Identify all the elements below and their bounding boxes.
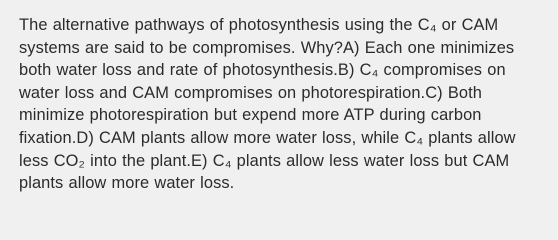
question-text: The alternative pathways of photosynthesis using the C₄ or CAM systems are said to be compromises. Why?A) Each one minimizes both water loss and rate of photosynthesis.B) C₄ compromises on water loss and CAM compromises on photorespiration.C) Both minimize photorespiration but expend more ATP during carbon fixation.D) CAM plants allow more water loss, while C₄ plants allow less CO₂ into the plant.E) C₄ plants allow less water loss but CAM plants allow more water loss.: [19, 16, 516, 193]
